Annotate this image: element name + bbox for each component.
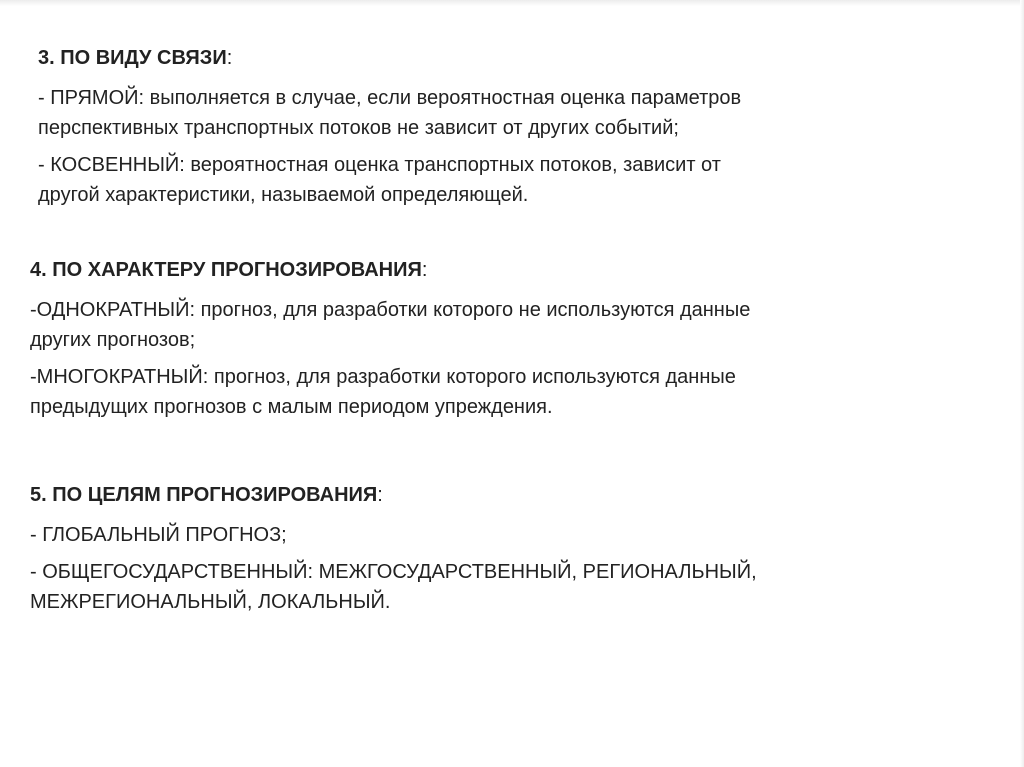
text-line: другой характеристики, называемой определяющей. bbox=[38, 184, 529, 206]
paragraph-direct bbox=[38, 83, 978, 143]
text-line: -ОДНОКРАТНЫЙ: прогноз, для разработки которого не используются данные bbox=[30, 299, 751, 321]
paragraph-national bbox=[30, 557, 990, 617]
section-heading: 3. ПО ВИДУ СВЯЗИ: bbox=[38, 47, 233, 69]
paragraph-indirect bbox=[38, 150, 978, 210]
paragraph-multiple bbox=[30, 362, 980, 422]
text-line: МЕЖРЕГИОНАЛЬНЫЙ, ЛОКАЛЬНЫЙ. bbox=[30, 591, 391, 613]
section-by-forecast-character bbox=[30, 257, 980, 422]
text-line: предыдущих прогнозов с малым периодом упреждения. bbox=[30, 396, 553, 418]
text-line: - ГЛОБАЛЬНЫЙ ПРОГНОЗ; bbox=[30, 524, 287, 546]
section-heading: 5. ПО ЦЕЛЯМ ПРОГНОЗИРОВАНИЯ: bbox=[30, 484, 383, 506]
text-line: -МНОГОКРАТНЫЙ: прогноз, для разработки которого используются данные bbox=[30, 366, 736, 388]
text-line: - ПРЯМОЙ: выполняется в случае, если вероятностная оценка параметров bbox=[38, 87, 742, 109]
text-line: других прогнозов; bbox=[30, 329, 196, 351]
paragraph-single bbox=[30, 295, 980, 355]
paragraph-global bbox=[30, 520, 990, 550]
text-line: - КОСВЕННЫЙ: вероятностная оценка транспортных потоков, зависит от bbox=[38, 154, 721, 176]
text-line: - ОБЩЕГОСУДАРСТВЕННЫЙ: МЕЖГОСУДАРСТВЕННЫЙ, РЕГИОНАЛЬНЫЙ, bbox=[30, 561, 757, 583]
section-heading: 4. ПО ХАРАКТЕРУ ПРОГНОЗИРОВАНИЯ: bbox=[30, 259, 428, 281]
section-by-forecast-goals bbox=[30, 482, 990, 617]
text-line: перспективных транспортных потоков не зависит от других событий; bbox=[38, 117, 679, 139]
section-by-connection-type bbox=[38, 45, 978, 210]
slide-top-shadow bbox=[0, 0, 1024, 6]
slide-right-shadow bbox=[1020, 0, 1024, 767]
